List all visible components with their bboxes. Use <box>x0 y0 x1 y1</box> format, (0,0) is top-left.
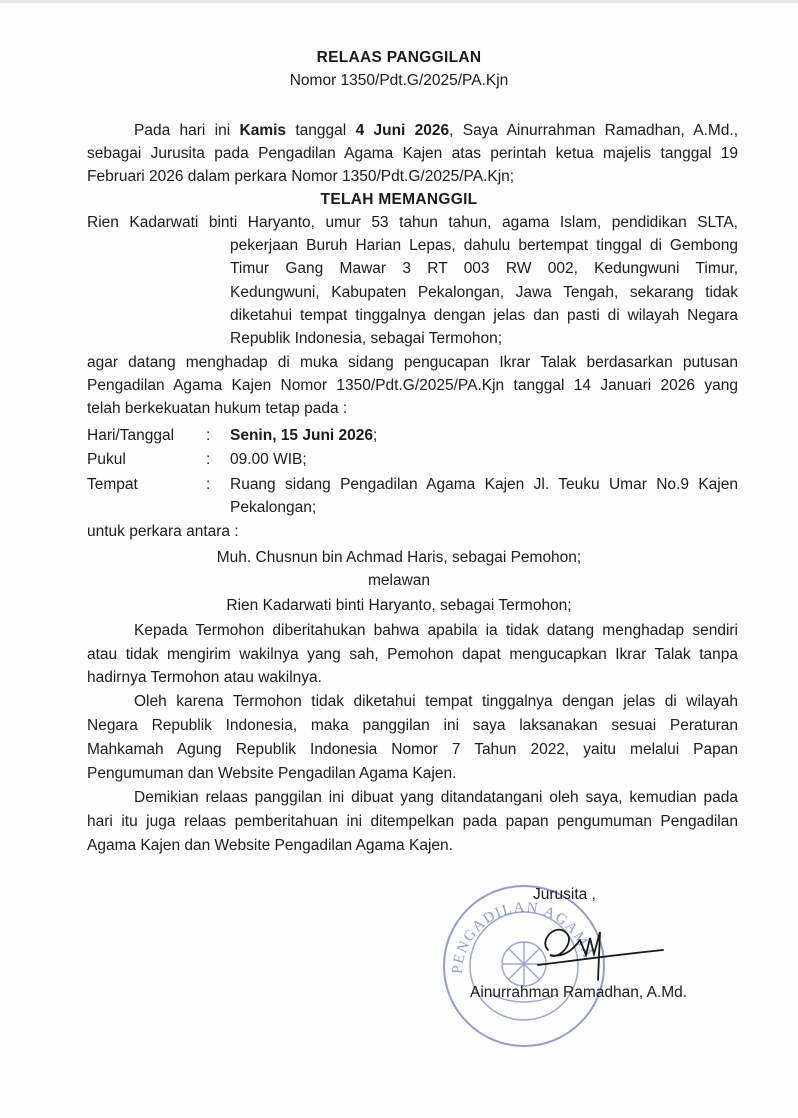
document-title: RELAAS PANGGILAN <box>316 49 482 66</box>
purpose-line-1: agar datang menghadap di muka sidang pengucapan Ikrar Talak berdasarkan putusan <box>87 354 738 371</box>
para1-line-1: Kepada Termohon diberitahukan bahwa apabila ia tidak datang menghadap sendiri <box>134 622 738 639</box>
schedule-sep: : <box>206 427 211 444</box>
applicant-line: Muh. Chusnun bin Achmad Haris, sebagai Pemohon; <box>216 549 582 566</box>
schedule-value-place: Ruang sidang Pengadilan Agama Kajen Jl. Teuku Umar No.9 Kajen <box>230 476 738 493</box>
para2-line-4: Pengumuman dan Website Pengadilan Agama Kajen. <box>87 765 457 782</box>
respondent-line-4: Kedungwuni, Kabupaten Pekalongan, Jawa Tengah, sekarang tidak <box>230 284 738 301</box>
intro-text: tanggal <box>295 122 347 139</box>
para1-line-2: atau tidak mengirim wakilnya yang sah, Pemohon dapat mengucapkan Ikrar Talak tanpa <box>87 646 738 663</box>
para1-line-3: hadirnya Termohon atau wakilnya. <box>87 669 322 686</box>
schedule-suffix: ; <box>373 427 378 444</box>
para3-line-2: hari itu juga relaas pemberitahuan ini ditempelkan pada papan pengumuman Pengadilan <box>87 813 738 830</box>
purpose-line-2: Pengadilan Agama Kajen Nomor 1350/Pdt.G/2025/PA.Kjn tanggal 14 Januari 2026 yang <box>87 377 738 394</box>
document-number: Nomor 1350/Pdt.G/2025/PA.Kjn <box>289 72 509 89</box>
para3-line-3: Agama Kajen dan Website Pengadilan Agama Kajen. <box>87 837 453 854</box>
purpose-line-3: telah berkekuatan hukum tetap pada : <box>87 400 348 417</box>
para3-line-1: Demikian relaas panggilan ini dibuat yang ditandatangani oleh saya, kemudian pada <box>134 789 738 806</box>
respondent-line-2: pekerjaan Buruh Harian Lepas, dahulu bertempat tinggal di Gembong <box>230 237 738 254</box>
schedule-date-bold: Senin, 15 Juni 2026 <box>230 427 374 444</box>
intro-text: , Saya Ainurrahman Ramadhan, A.Md., <box>449 122 739 139</box>
respondent-line-5: diketahui tempat tinggalnya dengan jelas dan pasti di wilayah Negara <box>230 307 738 324</box>
respondent-line-3: Timur Gang Mawar 3 RT 003 RW 002, Kedungwuni Timur, <box>230 260 738 277</box>
para2-line-2: Negara Republik Indonesia, maka panggilan ini saya laksanakan sesuai Peraturan <box>87 717 738 734</box>
schedule-sep: : <box>206 451 211 468</box>
handwritten-signature <box>528 910 668 990</box>
signature-role: Jurusita , <box>533 886 596 903</box>
schedule-value-place-cont: Pekalongan; <box>230 499 317 516</box>
para2-line-1: Oleh karena Termohon tidak diketahui tempat tinggalnya dengan jelas di wilayah <box>134 693 738 710</box>
para2-line-3: Mahkamah Agung Republik Indonesia Nomor 7 Tahun 2022, yaitu melalui Papan <box>87 741 738 758</box>
schedule-label-time: Pukul <box>87 451 126 468</box>
intro-date: 4 Juni 2026 <box>355 122 450 139</box>
schedule-label-date: Hari/Tanggal <box>87 427 175 444</box>
seal-text: PENGADILAN AGAMA <box>449 899 597 975</box>
intro-text: Pada hari ini <box>134 122 231 139</box>
respondent-line: Rien Kadarwati binti Haryanto, sebagai Termohon; <box>226 597 572 614</box>
schedule-value-time: 09.00 WIB; <box>230 451 307 468</box>
intro-line-2: sebagai Jurusita pada Pengadilan Agama Kajen atas perintah ketua majelis tanggal 19 <box>87 145 738 162</box>
respondent-line-1: Rien Kadarwati binti Haryanto, umur 53 tahun tahun, agama Islam, pendidikan SLTA, <box>87 214 738 231</box>
respondent-line-6: Republik Indonesia, sebagai Termohon; <box>230 330 503 347</box>
intro-day: Kamis <box>239 122 287 139</box>
schedule-value-date <box>230 424 377 447</box>
versus-line: melawan <box>367 572 431 589</box>
called-heading: TELAH MEMANGGIL <box>320 191 478 208</box>
scan-edge <box>0 0 798 3</box>
schedule-sep: : <box>206 476 211 493</box>
signature-name: Ainurrahman Ramadhan, A.Md. <box>470 984 688 1001</box>
schedule-label-place: Tempat <box>87 476 138 493</box>
intro-line-1 <box>134 119 738 142</box>
parties-intro: untuk perkara antara : <box>87 523 239 540</box>
intro-line-3: Februari 2026 dalam perkara Nomor 1350/Pdt.G/2025/PA.Kjn; <box>87 168 515 185</box>
